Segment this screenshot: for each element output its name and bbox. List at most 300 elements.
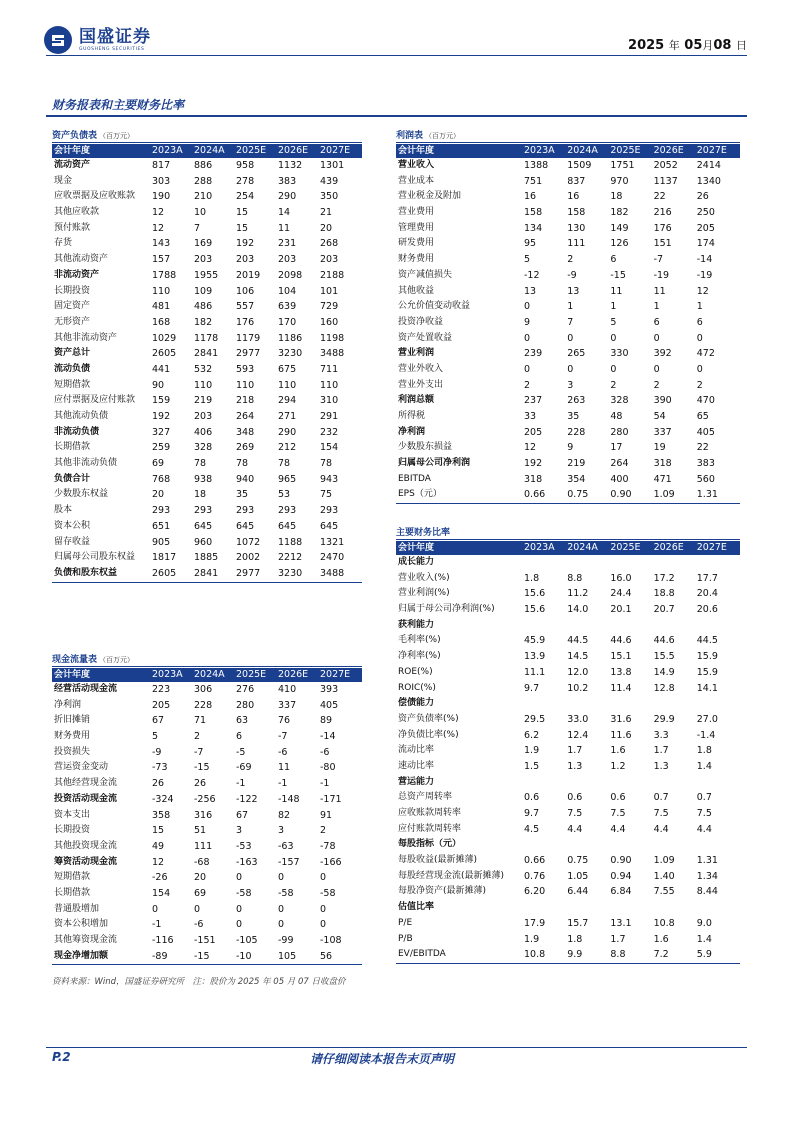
row-value: 75	[320, 489, 333, 501]
row-value: -14	[320, 731, 336, 743]
row-label: 资本公积增加	[54, 919, 109, 930]
row-value: 7	[567, 316, 574, 328]
row-value: 2	[194, 731, 201, 743]
row-value: 0.66	[524, 489, 546, 501]
row-value: 1509	[567, 160, 592, 171]
row-label: P/E	[398, 917, 413, 928]
row-value: 290	[278, 426, 297, 438]
table-row	[396, 728, 740, 744]
row-value: 4.4	[610, 823, 626, 835]
row-value	[697, 900, 740, 916]
row-value: 53	[278, 489, 291, 501]
row-value: -6	[320, 746, 330, 758]
row-value: 264	[236, 411, 255, 422]
row-value: 2414	[696, 160, 721, 171]
row-value: 15.9	[696, 651, 718, 663]
row-value: 278	[236, 175, 255, 187]
row-value: -58	[278, 887, 294, 899]
row-label: 公允价值变动收益	[398, 301, 471, 312]
row-value: 20	[194, 872, 207, 884]
row-label: 资本公积	[54, 520, 91, 531]
table-row	[52, 299, 362, 315]
row-value: 2	[696, 379, 703, 391]
row-value: 44.6	[653, 635, 675, 647]
row-value: 14.9	[653, 666, 675, 678]
row-value: 10.2	[567, 682, 589, 694]
row-value: 2605	[152, 567, 177, 579]
row-value: -151	[194, 935, 216, 946]
row-value: -68	[194, 856, 210, 868]
row-label: 负债和股东权益	[54, 567, 118, 578]
row-value: 17.7	[696, 572, 718, 584]
row-value: 970	[610, 175, 629, 187]
row-value: 0	[236, 903, 243, 915]
row-value: 6.84	[610, 886, 632, 898]
report-date: 2025 年 05月08 日	[628, 38, 747, 53]
row-label: 其他非流动资产	[54, 332, 118, 343]
row-value: 2212	[278, 552, 303, 564]
row-value: 12.0	[567, 666, 589, 678]
row-value	[610, 775, 653, 791]
row-value: -19	[696, 269, 713, 281]
row-value: 330	[610, 348, 629, 360]
row-value: 1788	[152, 269, 177, 281]
row-value: 159	[152, 395, 171, 407]
row-value: 1137	[653, 175, 678, 187]
row-value: 316	[194, 809, 213, 821]
row-value: 268	[320, 238, 339, 250]
row-value: -9	[567, 269, 577, 281]
row-value: 63	[236, 715, 249, 727]
table-row	[396, 346, 740, 362]
row-value: 6	[236, 731, 243, 743]
table-row	[396, 775, 740, 791]
financial-ratios-table	[396, 526, 740, 964]
table-row	[52, 519, 362, 535]
row-label: ROE(%)	[398, 666, 433, 677]
row-value: -163	[236, 856, 258, 868]
table-row	[396, 236, 740, 252]
row-value: 6.20	[524, 886, 546, 898]
table-row	[52, 189, 362, 205]
table-row	[396, 440, 740, 456]
row-label: 营业费用	[398, 207, 435, 218]
row-value: 1179	[236, 332, 261, 344]
row-label: 资产减值损失	[398, 269, 453, 280]
row-value: 7.5	[610, 808, 626, 819]
table-row	[396, 869, 740, 885]
row-value: 390	[653, 395, 672, 407]
row-value: 169	[194, 238, 213, 250]
row-label: 研发费用	[398, 238, 435, 249]
row-value: 11	[278, 762, 291, 774]
row-value: -324	[152, 793, 174, 805]
row-value: 405	[696, 426, 715, 438]
row-value: 1	[696, 301, 703, 313]
row-value: 3488	[320, 348, 345, 360]
table-row	[52, 174, 362, 190]
balance-sheet-table	[52, 129, 362, 583]
row-value: 91	[320, 809, 333, 821]
row-value: 54	[653, 411, 666, 422]
row-value: 675	[278, 363, 297, 375]
row-value: 259	[152, 442, 171, 454]
row-value	[524, 775, 567, 791]
table-row	[52, 425, 362, 441]
row-value: 0	[524, 363, 531, 375]
row-value: -1	[278, 778, 288, 790]
row-value: 228	[194, 699, 213, 711]
header-divider	[46, 55, 747, 56]
row-label: 应收账款周转率	[398, 808, 462, 818]
income-statement-table	[396, 129, 740, 504]
row-label: 非流动资产	[54, 269, 100, 280]
row-value: 111	[567, 238, 586, 250]
row-value: 110	[194, 379, 213, 391]
table-row	[52, 268, 362, 284]
row-label: 营运能力	[398, 776, 435, 787]
row-value: 1.5	[524, 760, 540, 772]
row-value	[610, 900, 653, 916]
row-label: 净利润	[54, 699, 82, 710]
row-value: -105	[236, 935, 258, 946]
row-value: 12.8	[653, 682, 675, 694]
row-value: 406	[194, 426, 213, 438]
row-value: 232	[320, 426, 339, 438]
row-value: 154	[320, 442, 339, 454]
table-row	[52, 760, 362, 776]
row-value: -78	[320, 840, 336, 852]
row-value: 318	[524, 473, 543, 485]
row-value: -14	[696, 254, 713, 266]
row-label: ROIC(%)	[398, 682, 436, 693]
row-value: 3230	[278, 567, 303, 579]
row-value: 237	[524, 395, 543, 407]
column-header-year: 2023A	[152, 145, 183, 156]
row-label: 短期借款	[54, 872, 91, 883]
row-value: 0.75	[567, 489, 589, 501]
row-value: -5	[236, 746, 246, 758]
row-label: 营业外收入	[398, 363, 444, 374]
row-label: 长期借款	[54, 887, 91, 898]
table-title-text: 主要财务比率	[396, 528, 451, 538]
row-value: 0	[567, 332, 574, 344]
row-value: 9	[524, 316, 531, 328]
logo-english-name: GUOSHENG SECURITIES	[79, 46, 145, 52]
table-row	[52, 566, 362, 582]
row-value: 8.8	[567, 572, 583, 584]
row-value: 1321	[320, 536, 345, 548]
row-value: 12	[524, 442, 537, 454]
row-value: 7.5	[696, 808, 712, 819]
row-value: 1186	[278, 332, 303, 344]
row-value: 328	[610, 395, 629, 407]
table-title-text: 现金流量表	[52, 655, 98, 665]
row-value: 21	[320, 207, 333, 219]
table-row	[52, 378, 362, 394]
row-value: 1.6	[610, 745, 626, 757]
row-value: 14.1	[696, 682, 718, 694]
row-value: 12	[152, 856, 165, 868]
table-row	[396, 696, 740, 712]
row-value: 0	[320, 872, 327, 884]
table-row	[396, 393, 740, 409]
row-value: 15.1	[610, 651, 632, 663]
column-header-label: 会计年度	[54, 146, 91, 156]
row-value: 532	[194, 363, 213, 375]
table-row	[52, 823, 362, 839]
row-value	[697, 837, 740, 853]
row-value: 293	[320, 505, 339, 517]
row-value: 44.5	[696, 635, 718, 647]
table-row	[52, 933, 362, 949]
row-value: 111	[194, 840, 213, 852]
row-value: 886	[194, 160, 213, 171]
row-value	[654, 618, 697, 634]
row-label: 负债合计	[54, 473, 91, 484]
row-value: 645	[320, 520, 339, 532]
row-value: 151	[653, 238, 672, 250]
row-value: 8.44	[696, 886, 718, 898]
table-unit: （百万元）	[99, 656, 135, 664]
row-value: 1.7	[653, 745, 669, 757]
row-value: 11.2	[567, 588, 589, 600]
row-value: 293	[278, 505, 297, 517]
row-value: 13.1	[610, 917, 632, 929]
row-value: 4.5	[524, 823, 540, 835]
row-value: 1.34	[696, 870, 718, 882]
row-value: 157	[152, 254, 171, 266]
row-value: 29.9	[653, 713, 675, 725]
row-value: -6	[278, 746, 288, 758]
row-value: 110	[320, 379, 339, 391]
row-value: 17.2	[653, 572, 675, 584]
row-value: 1.6	[653, 933, 669, 945]
row-label: 财务费用	[54, 731, 91, 742]
table-row	[396, 409, 740, 425]
row-value: 393	[320, 684, 339, 695]
row-value: 1.9	[524, 745, 540, 757]
row-value: 280	[610, 426, 629, 438]
row-label: 固定资产	[54, 301, 91, 312]
row-value: 593	[236, 363, 255, 375]
row-value: -99	[278, 935, 294, 946]
table-row	[396, 362, 740, 378]
row-value: 160	[320, 316, 339, 328]
row-label: 投资损失	[54, 746, 91, 757]
row-value: 6	[653, 316, 660, 328]
row-value: 56	[320, 950, 333, 962]
row-value: 0	[320, 903, 327, 915]
row-value: -171	[320, 793, 342, 805]
row-value	[654, 837, 697, 853]
row-value: 0.76	[524, 870, 546, 882]
row-value: 1301	[320, 160, 345, 171]
row-label: 估值比率	[398, 902, 435, 913]
row-label: 其他非流动负债	[54, 458, 118, 469]
row-value: 439	[320, 175, 339, 187]
table-row	[52, 902, 362, 918]
table-header-row	[396, 144, 740, 158]
row-value: 0	[696, 332, 703, 344]
row-value: 1.3	[567, 760, 583, 772]
row-value: 1.09	[653, 489, 675, 501]
row-value: 13	[524, 285, 537, 297]
row-value: 6.44	[567, 886, 589, 898]
row-value: 557	[236, 301, 255, 313]
row-value: 0	[524, 332, 531, 344]
column-header-label: 会计年度	[398, 146, 435, 156]
row-value: 5	[610, 316, 617, 328]
row-value: 1.7	[567, 745, 583, 757]
cash-flow-table	[52, 653, 362, 965]
table-row	[396, 837, 740, 853]
row-value: 0.75	[567, 855, 589, 867]
section-title: 财务报表和主要财务比率	[52, 98, 185, 112]
row-value: 6.2	[524, 729, 540, 741]
row-value: 2977	[236, 567, 261, 579]
row-label: EBITDA	[398, 473, 431, 484]
row-value: 358	[152, 809, 171, 821]
table-row	[396, 649, 740, 665]
row-value: 15	[152, 825, 165, 837]
table-row	[396, 947, 740, 963]
row-value: 9.9	[567, 949, 583, 961]
row-label: 所得税	[398, 411, 426, 421]
row-value: 17	[610, 442, 623, 454]
table-bottom-rule	[396, 963, 740, 964]
column-header-year: 2025E	[610, 145, 641, 156]
row-label: 每股收益(最新摊薄)	[398, 855, 478, 866]
table-row	[52, 362, 362, 378]
table-row	[52, 870, 362, 886]
table-row	[396, 158, 740, 174]
row-value: 126	[610, 238, 629, 250]
row-label: 营业收入(%)	[398, 572, 450, 583]
table-row	[52, 808, 362, 824]
row-value: 176	[653, 222, 672, 234]
column-header-year: 2026E	[278, 669, 309, 680]
row-value: 11	[278, 222, 291, 234]
row-value: -58	[320, 887, 336, 899]
table-row	[396, 425, 740, 441]
row-value: 203	[194, 254, 213, 266]
row-value: 392	[653, 348, 672, 360]
row-value: 0	[278, 919, 285, 931]
row-value: 0.66	[524, 855, 546, 867]
row-value: 1.05	[567, 870, 589, 882]
table-row	[52, 745, 362, 761]
row-value: 170	[278, 316, 297, 328]
row-value: 318	[653, 458, 672, 470]
row-value	[524, 696, 567, 712]
row-value: 203	[278, 254, 297, 266]
table-row	[396, 916, 740, 932]
row-value: 1072	[236, 536, 261, 548]
row-value: 13.8	[610, 666, 632, 678]
row-value: 203	[194, 411, 213, 422]
row-value: 130	[567, 222, 586, 234]
row-value: 751	[524, 175, 543, 187]
row-value: 958	[236, 160, 255, 171]
row-value: 303	[152, 175, 171, 187]
table-row	[52, 472, 362, 488]
row-value: 441	[152, 363, 171, 375]
row-value: -7	[278, 731, 288, 743]
row-value: 2605	[152, 348, 177, 360]
table-row	[396, 221, 740, 237]
row-value: 105	[278, 950, 297, 962]
row-value: 192	[152, 411, 171, 422]
row-value: 2	[524, 379, 531, 391]
table-row	[396, 586, 740, 602]
row-value: 306	[194, 684, 213, 695]
table-row	[396, 472, 740, 488]
row-value: 11	[610, 285, 623, 297]
row-label: 流动比率	[398, 745, 435, 756]
row-value: 328	[194, 442, 213, 454]
row-value: 350	[320, 191, 339, 203]
row-value: 20.1	[610, 604, 632, 616]
table-title	[52, 129, 362, 143]
row-value: 470	[696, 395, 715, 407]
table-row	[396, 633, 740, 649]
row-value: 24.4	[610, 588, 632, 600]
row-value: 15	[236, 222, 249, 234]
row-value: 2098	[278, 269, 303, 281]
table-row	[396, 571, 740, 587]
row-value: 1.3	[653, 760, 669, 772]
table-header-row	[396, 541, 740, 555]
row-value	[697, 696, 740, 712]
row-value: 219	[194, 395, 213, 407]
row-label: 资产总计	[54, 348, 91, 359]
row-value: 20	[320, 222, 333, 234]
table-row	[52, 729, 362, 745]
row-value: 1.09	[653, 855, 675, 867]
table-title	[396, 526, 740, 540]
row-value: 89	[320, 715, 333, 727]
row-value: 645	[194, 520, 213, 532]
table-row	[396, 618, 740, 634]
row-value: 106	[236, 285, 255, 297]
row-value: 400	[610, 473, 629, 485]
row-label: 管理费用	[398, 222, 435, 233]
row-value: 143	[152, 238, 171, 250]
row-value: 264	[610, 458, 629, 470]
row-value: 265	[567, 348, 586, 360]
column-header-year: 2026E	[653, 145, 684, 156]
row-value: 110	[236, 379, 255, 391]
row-value: 18	[610, 191, 623, 203]
table-bottom-rule	[52, 582, 362, 583]
row-value: 280	[236, 699, 255, 711]
column-header-label: 会计年度	[398, 543, 435, 553]
row-value: 11	[653, 285, 666, 297]
row-value: 2002	[236, 552, 261, 564]
row-value: -122	[236, 793, 258, 805]
row-value: 192	[524, 458, 543, 470]
row-value: 2977	[236, 348, 261, 360]
row-value: 0	[696, 363, 703, 375]
row-value: 472	[696, 348, 715, 360]
section-divider	[46, 115, 747, 117]
row-value: 2841	[194, 567, 219, 579]
column-header-year: 2023A	[152, 669, 183, 680]
row-value: 1188	[278, 536, 303, 548]
table-row	[396, 456, 740, 472]
row-value: 940	[236, 473, 255, 485]
